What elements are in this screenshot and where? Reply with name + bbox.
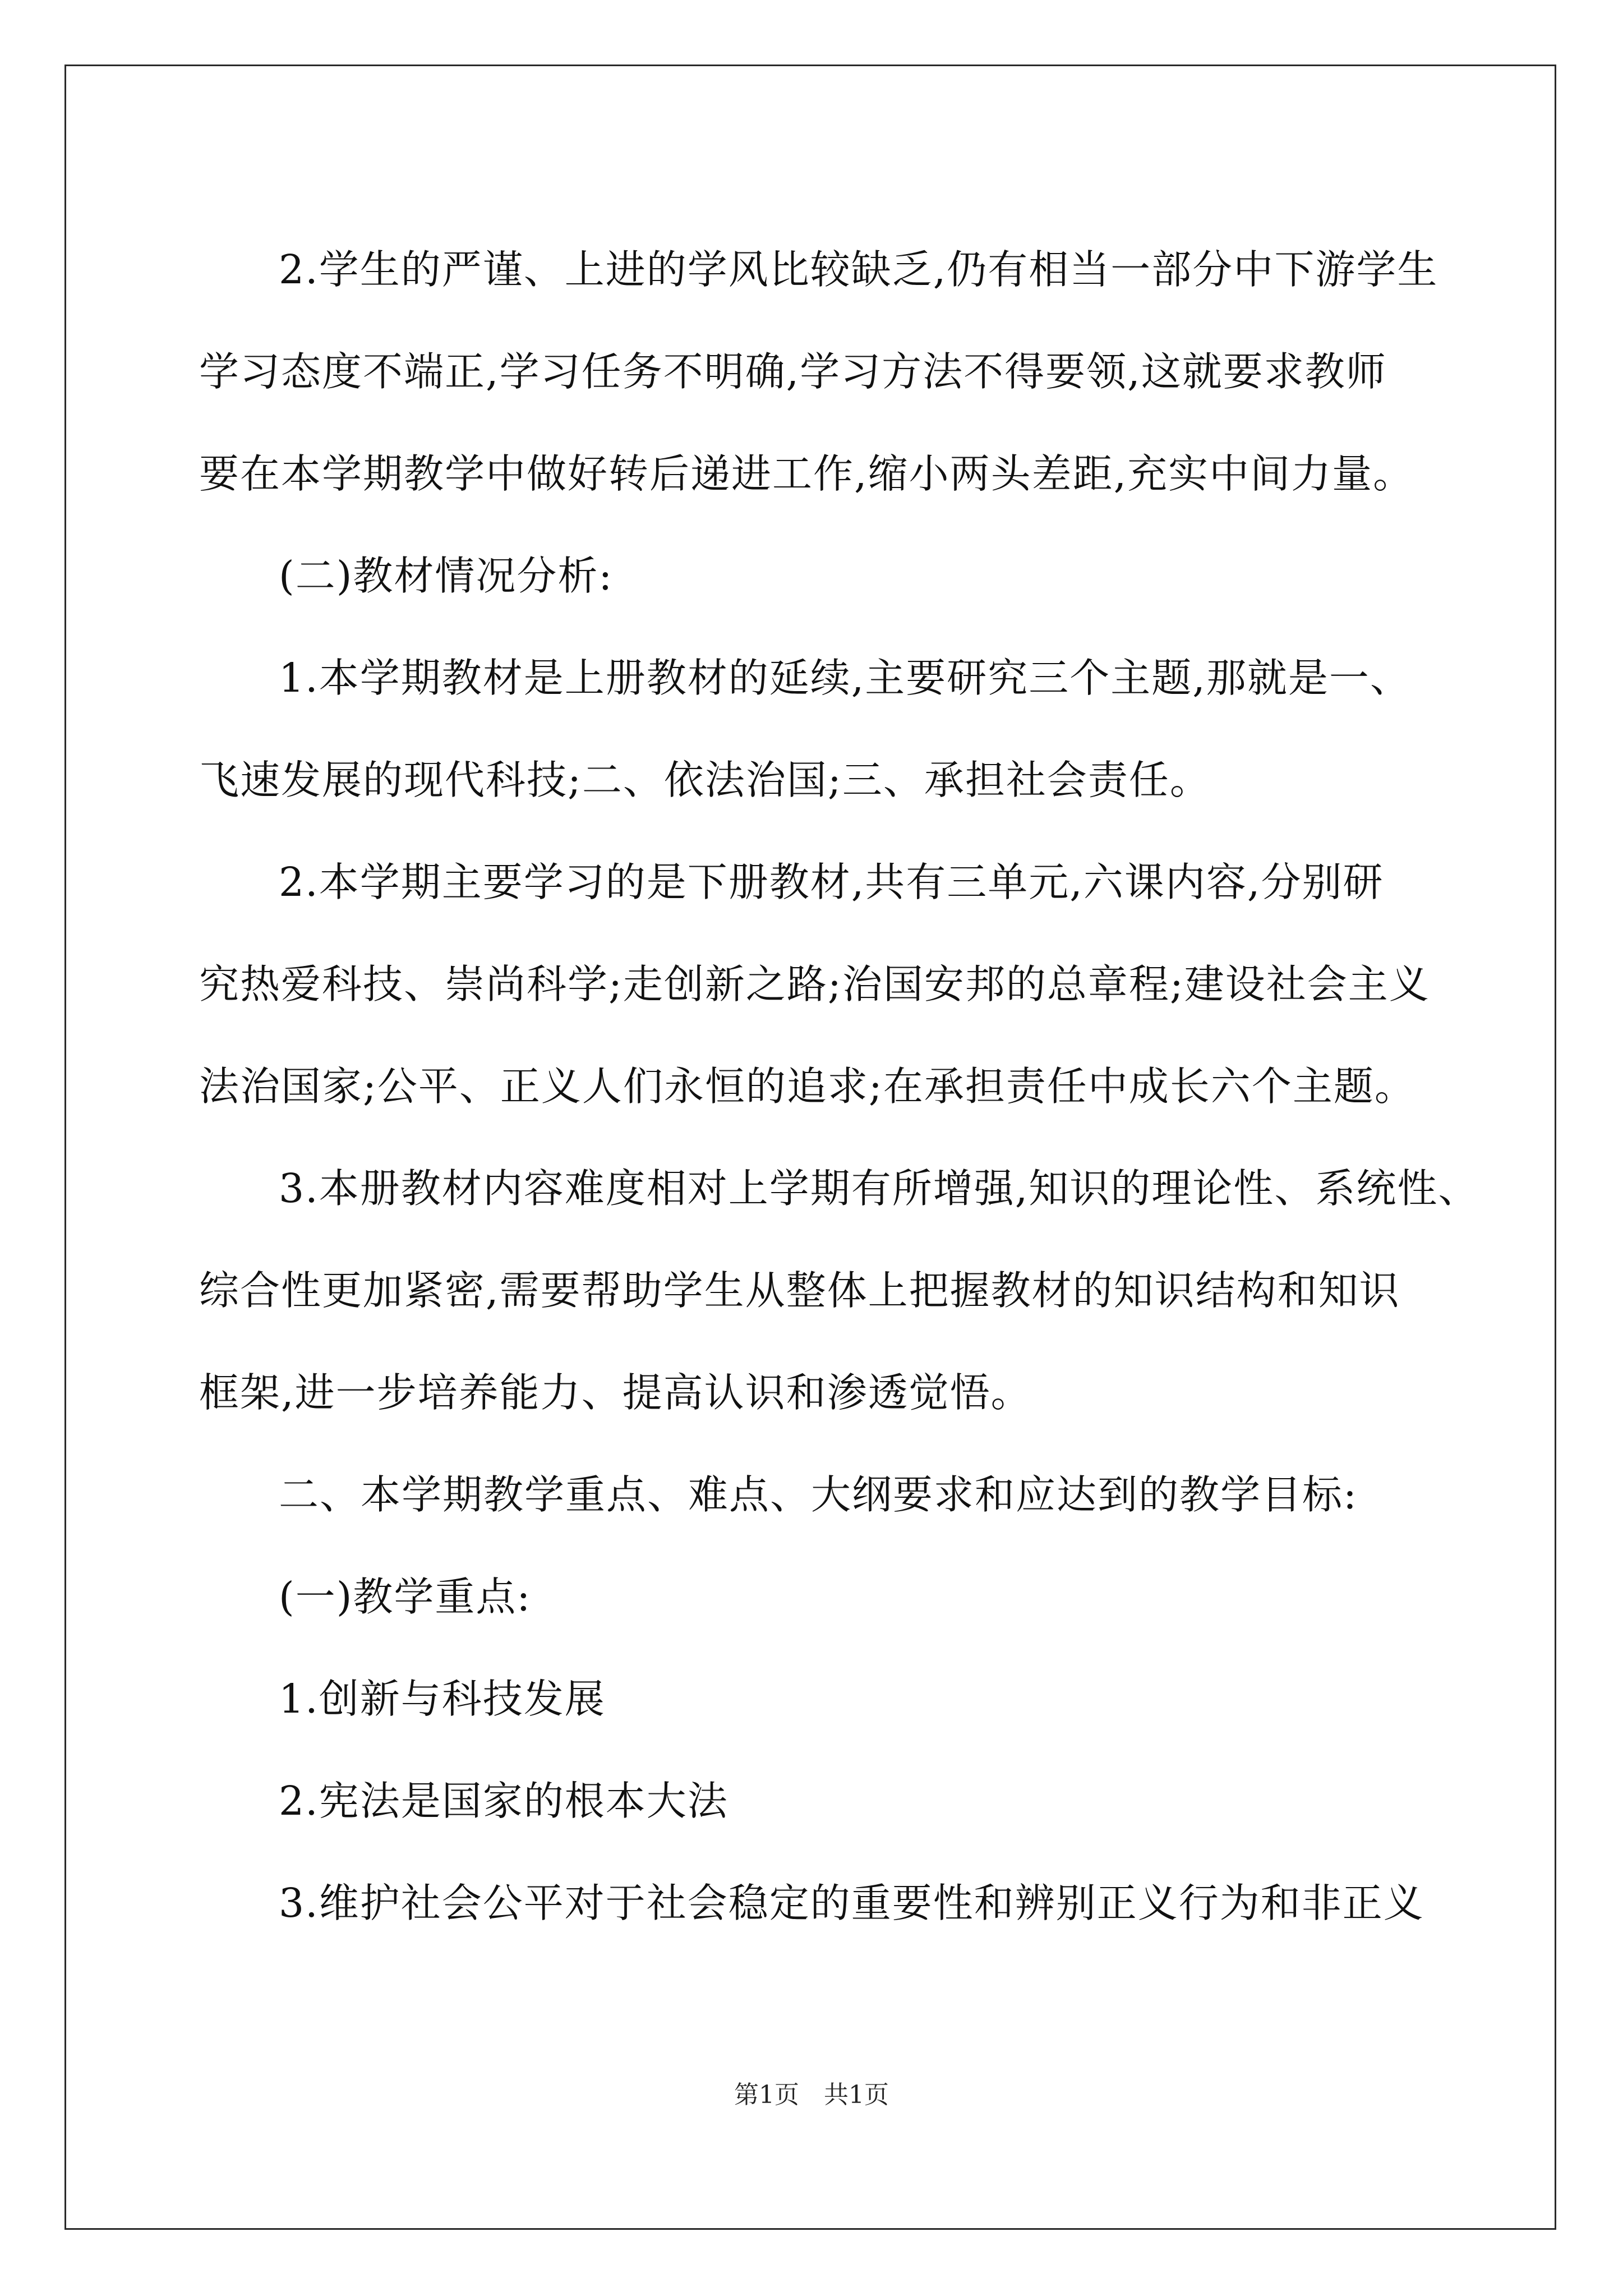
text-line: 框架,进一步培养能力、提高认识和渗透觉悟。 — [199, 1369, 1032, 1416]
text-line: 2.本学期主要学习的是下册教材,共有三单元,六课内容,分别研 — [279, 859, 1384, 905]
text-line: 法治国家;公平、正义人们永恒的追求;在承担责任中成长六个主题。 — [199, 1063, 1415, 1110]
section-heading: (二)教材情况分析: — [279, 553, 614, 599]
text-line: 究热爱科技、崇尚科学;走创新之路;治国安邦的总章程;建设社会主义 — [199, 961, 1430, 1007]
list-item: 1.创新与科技发展 — [279, 1676, 606, 1722]
text-line: 3.本册教材内容难度相对上学期有所增强,知识的理论性、系统性、 — [279, 1165, 1479, 1212]
document-body — [199, 219, 1479, 1954]
text-line: 学习态度不端正,学习任务不明确,学习方法不得要领,这就要求教师 — [199, 348, 1387, 395]
text-line: 2.学生的严谨、上进的学风比较缺乏,仍有相当一部分中下游学生 — [279, 246, 1438, 293]
list-item: 3.维护社会公平对于社会稳定的重要性和辨别正义行为和非正义 — [279, 1880, 1424, 1926]
text-line: 要在本学期教学中做好转后递进工作,缩小两头差距,充实中间力量。 — [199, 450, 1414, 497]
section-heading: (一)教学重点: — [279, 1573, 532, 1620]
page-number-footer: 第1页 共1页 — [734, 2081, 889, 2109]
section-heading: 二、本学期教学重点、难点、大纲要求和应达到的教学目标: — [279, 1471, 1358, 1518]
text-line: 飞速发展的现代科技;二、依法治国;三、承担社会责任。 — [199, 757, 1211, 803]
text-line: 综合性更加紧密,需要帮助学生从整体上把握教材的知识结构和知识 — [199, 1267, 1400, 1314]
list-item: 2.宪法是国家的根本大法 — [279, 1778, 728, 1824]
text-line: 1.本学期教材是上册教材的延续,主要研究三个主题,那就是一、 — [279, 655, 1411, 701]
